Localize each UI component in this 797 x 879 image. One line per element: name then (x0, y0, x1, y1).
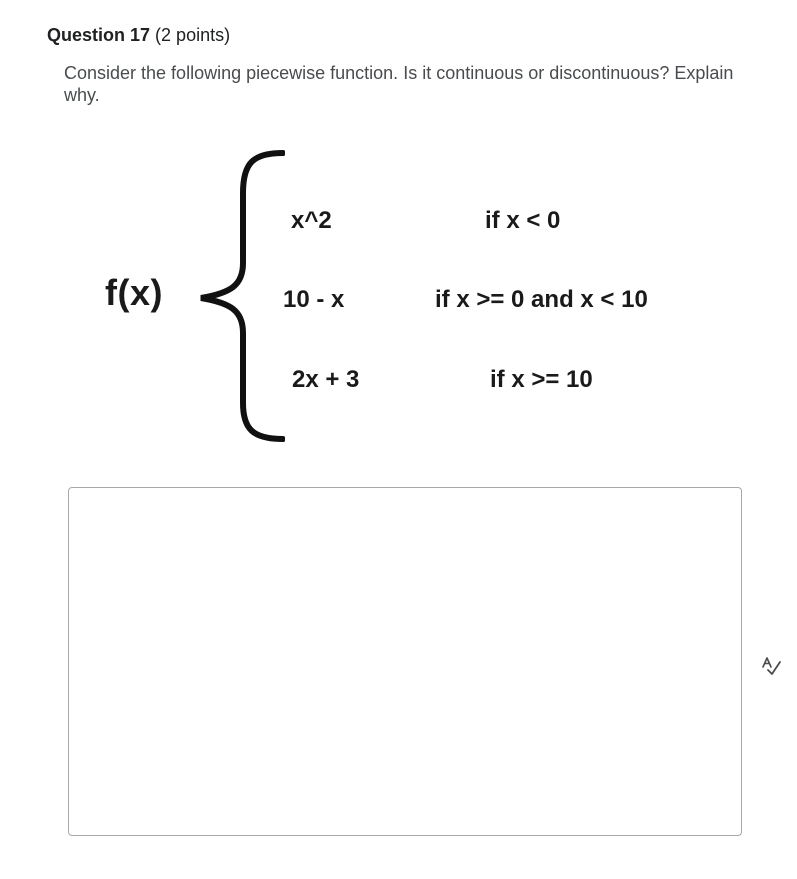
answer-textarea[interactable] (68, 487, 742, 836)
question-title: Question 17 (47, 25, 151, 45)
spellcheck-icon[interactable] (760, 655, 782, 677)
curly-brace-icon (195, 145, 285, 445)
piecewise-function-figure (95, 145, 735, 445)
piece-1-condition: if x < 0 (485, 207, 561, 234)
question-points: (2 points) (155, 25, 231, 45)
piece-2-expression: 10 - x (283, 286, 345, 313)
question-prompt: Consider the following piecewise function. Is it continuous or discontinuous? Explain why. (64, 63, 734, 105)
piece-1-expression: x^2 (291, 207, 332, 234)
piece-3-expression: 2x + 3 (292, 366, 360, 393)
function-label: f(x) (105, 272, 163, 313)
piece-3-condition: if x >= 10 (490, 366, 593, 393)
question-header (47, 24, 230, 46)
piece-2-condition: if x >= 0 and x < 10 (435, 286, 648, 313)
